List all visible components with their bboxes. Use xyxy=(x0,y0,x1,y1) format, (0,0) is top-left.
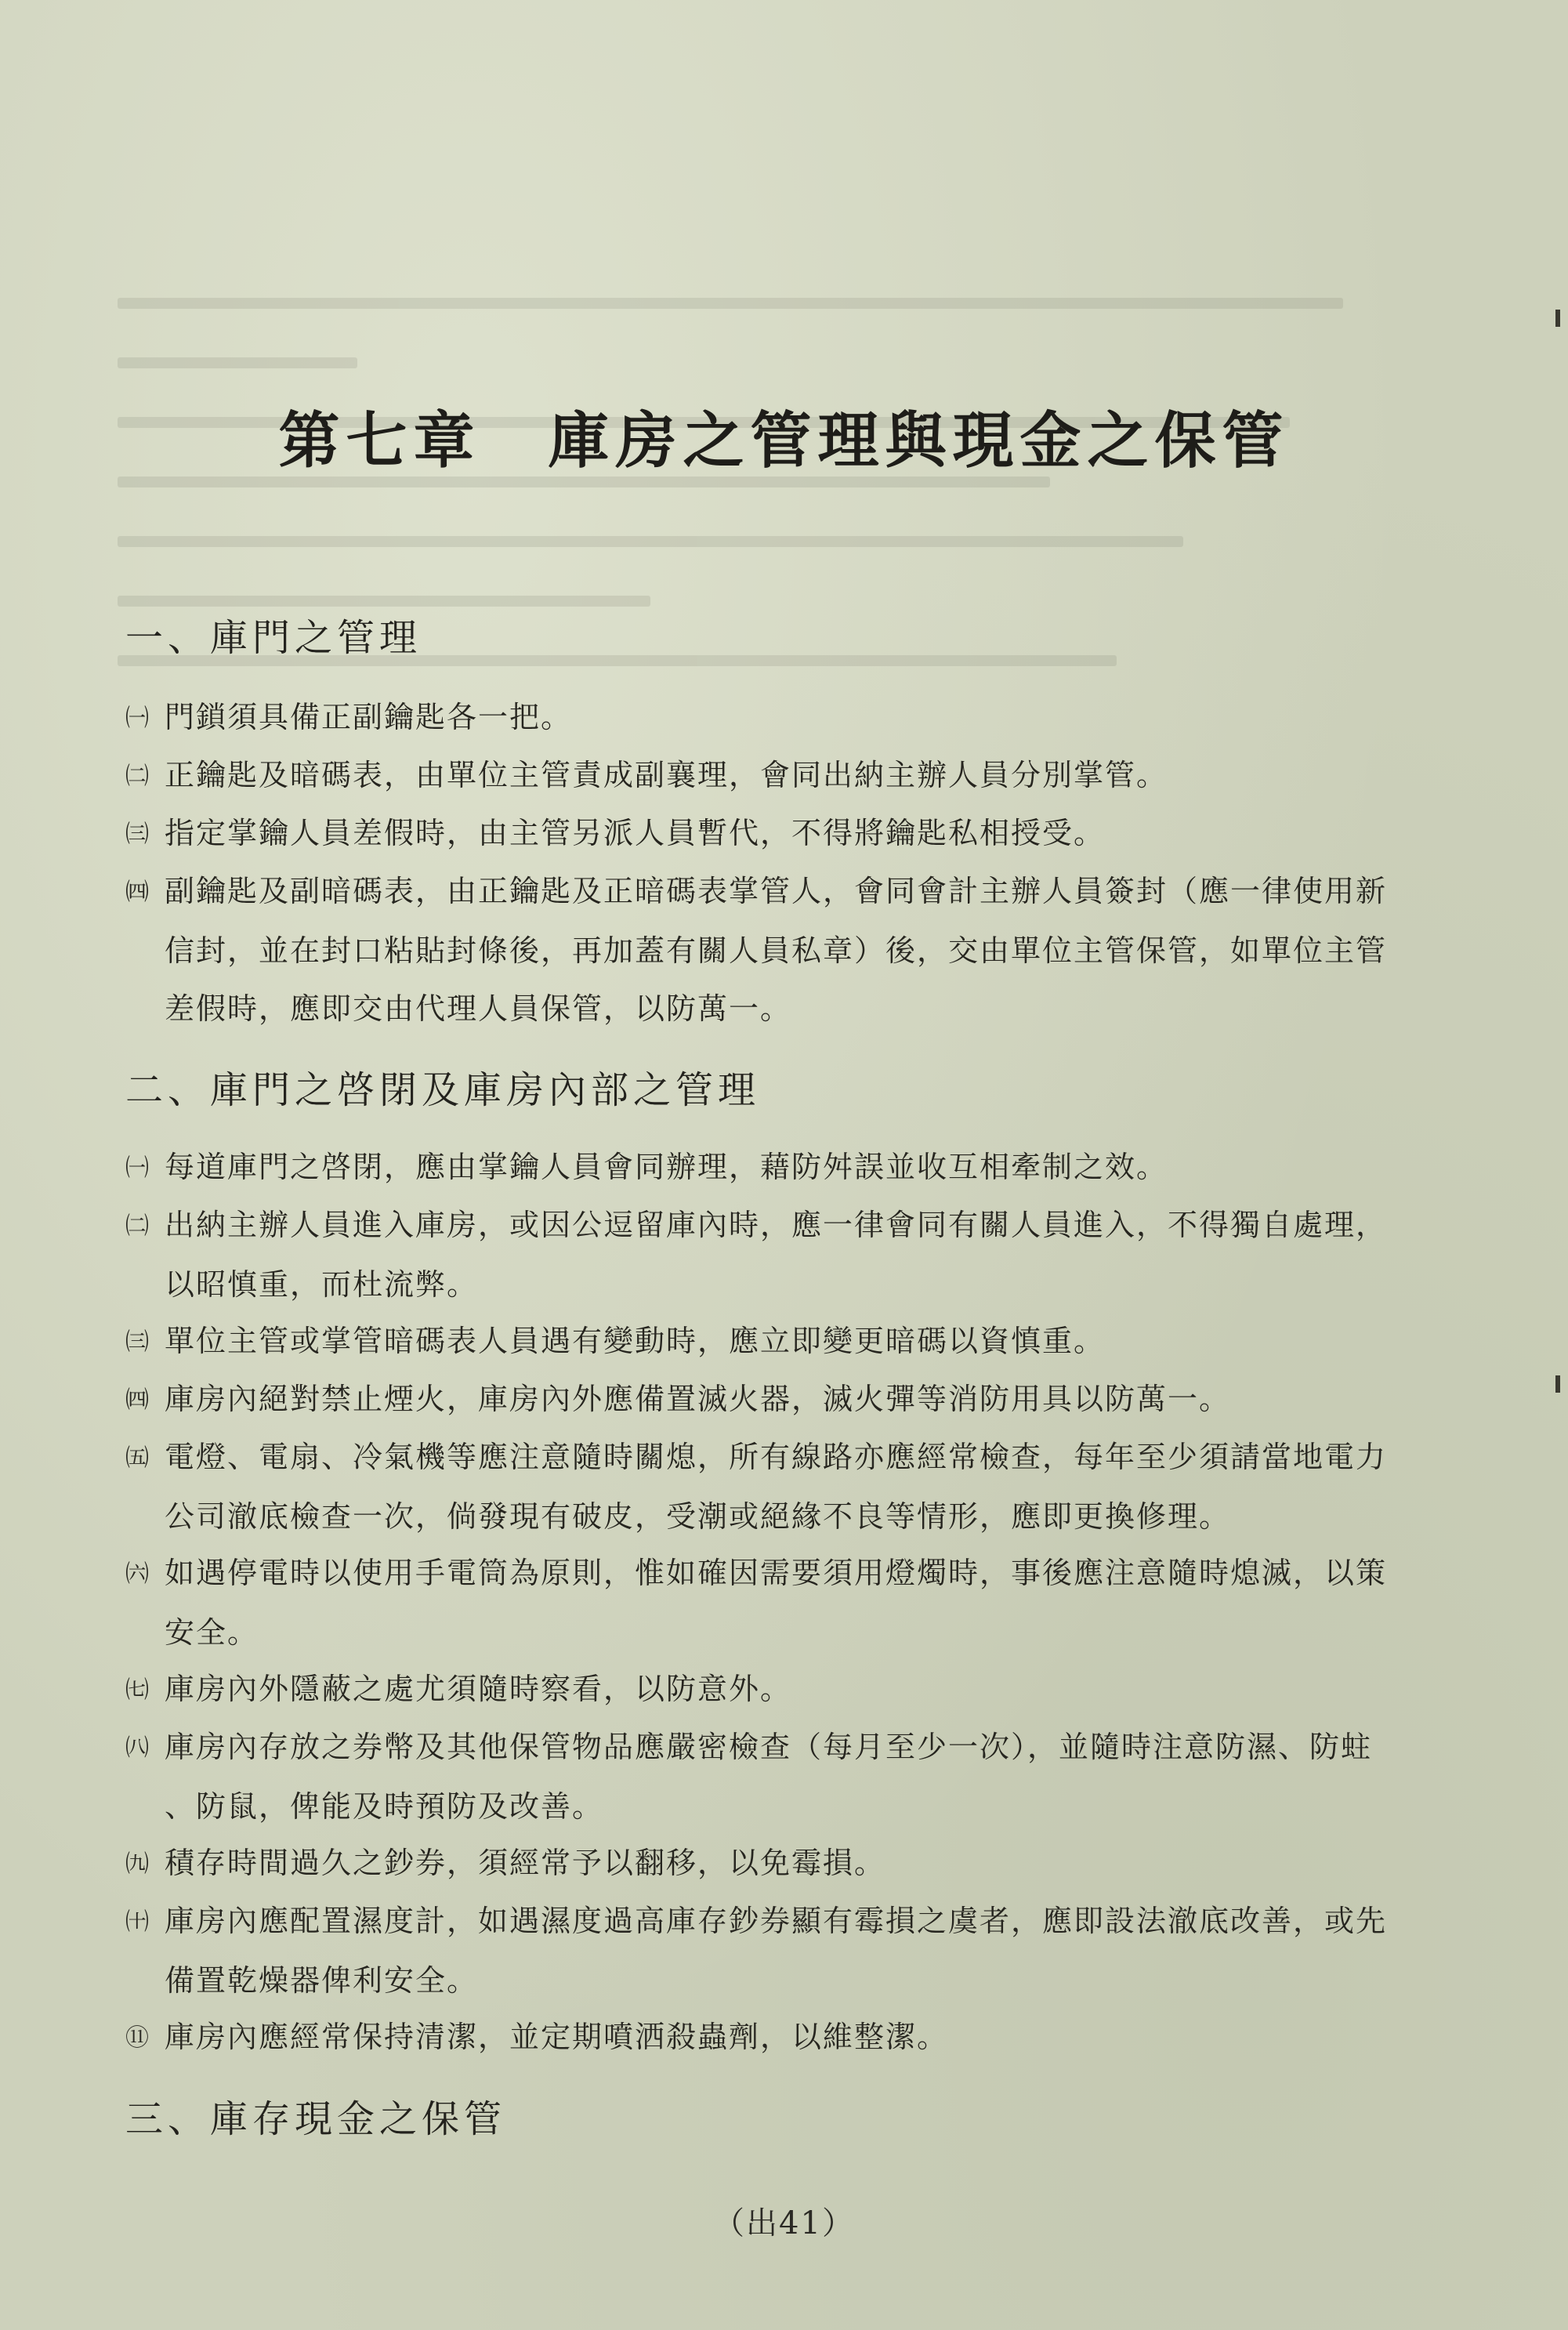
item-marker: ㈠ xyxy=(125,1154,150,1182)
list-item xyxy=(125,1892,1442,2009)
list-item xyxy=(125,1660,1442,1719)
item-marker: ㈥ xyxy=(125,1560,150,1588)
item-marker: ㈧ xyxy=(125,1734,150,1762)
item-text: 正鑰匙及暗碼表，由單位主管責成副襄理，會同出納主辦人員分別掌管。 xyxy=(165,758,1168,792)
item-marker: ㈣ xyxy=(125,879,150,906)
page-number: （出41） xyxy=(713,2205,855,2241)
item-text: 如遇停電時以使用手電筒為原則，惟如確因需要須用燈燭時，事後應注意隨時熄滅，以策 xyxy=(165,1556,1388,1590)
item-text: 庫房內存放之券幣及其他保管物品應嚴密檢查（每月至少一次），並隨時注意防濕、防蛀 xyxy=(165,1730,1373,1764)
section-heading: 二、庫門之啓閉及庫房內部之管理 xyxy=(125,1068,761,1112)
item-marker: ㈠ xyxy=(125,705,150,732)
list-item xyxy=(125,1138,1442,1198)
list-item xyxy=(125,1312,1442,1372)
item-text: 電燈、電扇、冷氣機等應注意隨時關熄，所有線路亦應經常檢查，每年至少須請當地電力 xyxy=(165,1440,1388,1474)
item-text: 每道庫門之啓閉，應由掌鑰人員會同辦理，藉防舛誤並收互相牽制之效。 xyxy=(165,1150,1168,1184)
item-text: 門鎖須具備正副鑰匙各一把。 xyxy=(165,700,573,734)
item-text-continuation: 、防鼠，俾能及時預防及改善。 xyxy=(165,1789,604,1824)
list-item xyxy=(125,862,1442,1038)
list-item xyxy=(125,1718,1442,1835)
item-text: 積存時間過久之鈔券，須經常予以翻移，以免霉損。 xyxy=(165,1846,886,1880)
item-marker: ㈡ xyxy=(125,1212,150,1240)
list-item xyxy=(125,1428,1442,1545)
item-marker: ㈩ xyxy=(125,1908,150,1936)
list-item xyxy=(125,688,1442,748)
item-text: 單位主管或掌管暗碼表人員遇有變動時，應立即變更暗碼以資慎重。 xyxy=(165,1324,1106,1358)
item-marker: ㈡ xyxy=(125,763,150,790)
item-text: 副鑰匙及副暗碼表，由正鑰匙及正暗碼表掌管人，會同會計主辦人員簽封（應一律使用新 xyxy=(165,874,1388,908)
item-text: 指定掌鑰人員差假時，由主管另派人員暫代，不得將鑰匙私相授受。 xyxy=(165,816,1106,850)
item-text-continuation: 差假時，應即交由代理人員保管，以防萬一。 xyxy=(165,991,792,1026)
page-edge-mark xyxy=(1555,310,1560,327)
section-heading: 一、庫門之管理 xyxy=(125,616,422,660)
item-marker: ㈢ xyxy=(125,1328,150,1356)
item-marker: ㈣ xyxy=(125,1386,150,1414)
list-item xyxy=(125,1544,1442,1661)
list-item xyxy=(125,2008,1442,2067)
list-item xyxy=(125,1834,1442,1893)
list-item xyxy=(125,1370,1442,1430)
item-marker: ㈦ xyxy=(125,1676,150,1704)
item-marker: ⑪ xyxy=(125,2024,150,2052)
item-text: 庫房內外隱蔽之處尤須隨時察看，以防意外。 xyxy=(165,1672,792,1706)
item-marker: ㈤ xyxy=(125,1444,150,1472)
section-heading: 三、庫存現金之保管 xyxy=(125,2097,507,2141)
list-item xyxy=(125,804,1442,864)
item-text-continuation: 以昭慎重，而杜流弊。 xyxy=(165,1267,479,1302)
item-text-continuation: 備置乾燥器俾利安全。 xyxy=(165,1963,479,1998)
item-marker: ㈨ xyxy=(125,1850,150,1878)
item-text: 庫房內絕對禁止煙火，庫房內外應備置滅火器，滅火彈等消防用具以防萬一。 xyxy=(165,1382,1231,1416)
item-text: 庫房內應配置濕度計，如遇濕度過高庫存鈔券顯有霉損之虞者，應即設法澈底改善，或先 xyxy=(165,1904,1388,1938)
item-marker: ㈢ xyxy=(125,821,150,848)
list-item xyxy=(125,746,1442,806)
item-text-continuation: 信封，並在封口粘貼封條後，再加蓋有關人員私章）後，交由單位主管保管，如單位主管 xyxy=(165,933,1388,968)
item-text: 出納主辦人員進入庫房，或因公逗留庫內時，應一律會同有關人員進入，不得獨自處理， xyxy=(165,1208,1388,1242)
item-text-continuation: 安全。 xyxy=(165,1615,259,1650)
list-item xyxy=(125,1196,1442,1314)
item-text-continuation: 公司澈底檢查一次，倘發現有破皮，受潮或絕緣不良等情形，應即更換修理。 xyxy=(165,1499,1231,1534)
item-text: 庫房內應經常保持清潔，並定期噴洒殺蟲劑，以維整潔。 xyxy=(165,2020,949,2054)
page-edge-mark xyxy=(1555,1375,1560,1393)
chapter-title: 第七章 庫房之管理與現金之保管 xyxy=(278,405,1290,477)
